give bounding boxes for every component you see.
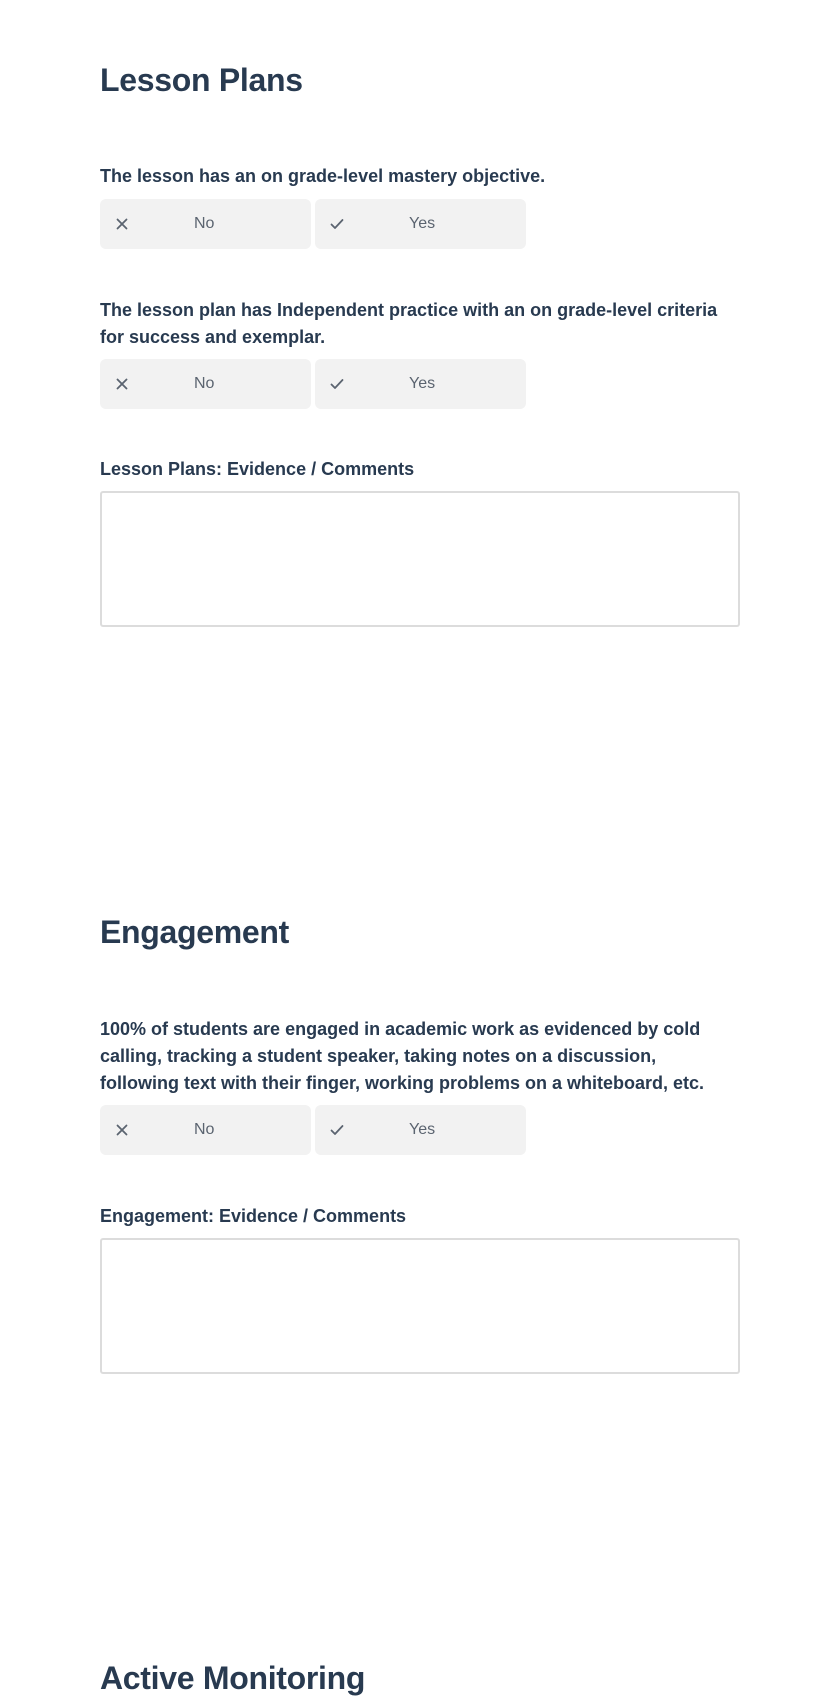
choice-no-button[interactable] xyxy=(100,359,311,409)
choice-no-label: No xyxy=(194,1121,215,1138)
question-label-engagement: 100% of students are engaged in academic work as evidenced by cold calling, tracking a student speaker, taking notes on a discussion, following text with their finger, working problems on a whiteboard, etc. xyxy=(100,1019,705,1093)
question-label-independent-practice: The lesson plan has Independent practice with an on grade-level criteria for success and exemplar. xyxy=(100,300,718,347)
question-label-mastery-objective: The lesson has an on grade-level mastery objective. xyxy=(100,166,546,186)
close-icon xyxy=(114,376,130,392)
comments-label-engagement: Engagement: Evidence / Comments xyxy=(100,1206,407,1226)
close-icon xyxy=(114,216,130,232)
choice-no-label: No xyxy=(194,215,215,232)
choice-group-independent-practice xyxy=(100,359,526,409)
choice-yes-label: Yes xyxy=(409,215,436,232)
choice-yes-label: Yes xyxy=(409,1121,436,1138)
section-title-engagement: Engagement xyxy=(100,914,290,950)
close-icon xyxy=(114,1122,130,1138)
choice-no-label: No xyxy=(194,375,215,392)
check-icon xyxy=(329,216,345,232)
comments-textarea-engagement[interactable] xyxy=(100,1238,740,1374)
choice-yes-label: Yes xyxy=(409,375,436,392)
section-title-active-monitoring: Active Monitoring xyxy=(100,1660,366,1696)
comments-textarea-lesson-plans[interactable] xyxy=(100,491,740,627)
comments-label-lesson-plans: Lesson Plans: Evidence / Comments xyxy=(100,459,415,479)
choice-yes-button[interactable] xyxy=(315,359,526,409)
choice-group-engagement xyxy=(100,1105,526,1155)
section-title-lesson-plans: Lesson Plans xyxy=(100,62,303,98)
check-icon xyxy=(329,1122,345,1138)
choice-group-mastery-objective xyxy=(100,199,526,249)
choice-no-button[interactable] xyxy=(100,199,311,249)
check-icon xyxy=(329,376,345,392)
choice-yes-button[interactable] xyxy=(315,1105,526,1155)
choice-no-button[interactable] xyxy=(100,1105,311,1155)
choice-yes-button[interactable] xyxy=(315,199,526,249)
